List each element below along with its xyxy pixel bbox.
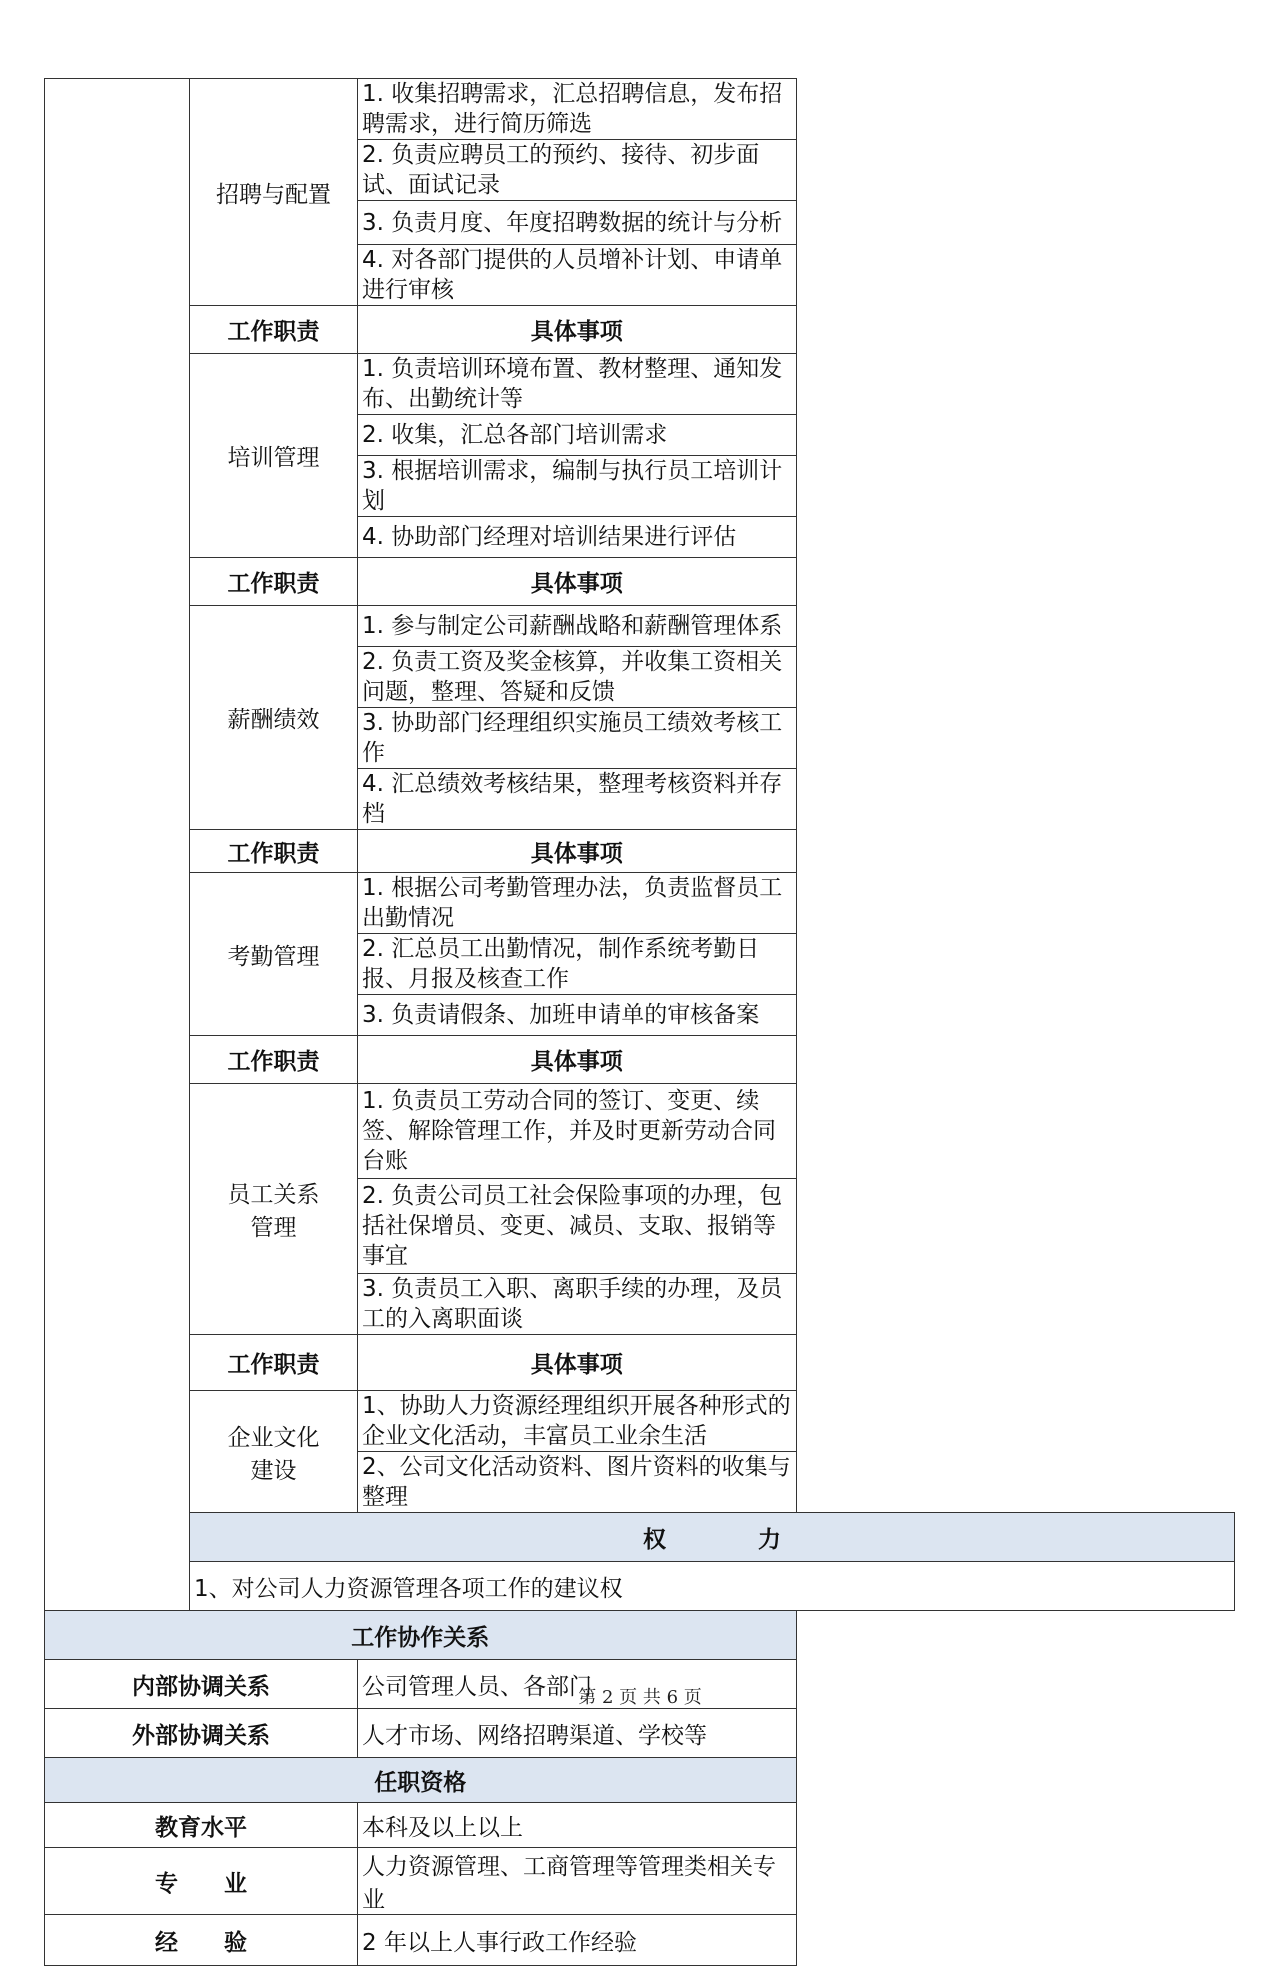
internal-relation-label: 内部协调关系	[45, 1660, 358, 1709]
power-section-title: 权 力	[190, 1513, 1235, 1562]
duty-item: 2. 汇总员工出勤情况，制作系统考勤日报、月报及核查工作	[358, 934, 797, 995]
duty-header: 工作职责	[190, 1036, 358, 1084]
external-relation-value: 人才市场、网络招聘渠道、学校等	[358, 1709, 797, 1758]
duty-recruitment: 招聘与配置	[190, 79, 358, 306]
relations-section-title: 工作协作关系	[45, 1611, 797, 1660]
duty-item: 4. 对各部门提供的人员增补计划、申请单进行审核	[358, 245, 797, 306]
duty-corporate-culture: 企业文化建设	[190, 1391, 358, 1513]
duty-item: 1. 收集招聘需求，汇总招聘信息，发布招聘需求，进行简历筛选	[358, 79, 797, 140]
duty-item: 1、协助人力资源经理组织开展各种形式的企业文化活动，丰富员工业余生活	[358, 1391, 797, 1452]
item-header: 具体事项	[358, 558, 797, 606]
duty-item: 4. 汇总绩效考核结果，整理考核资料并存档	[358, 769, 797, 830]
item-header: 具体事项	[358, 1036, 797, 1084]
major-label: 专 业	[45, 1848, 358, 1915]
duty-item: 4. 协助部门经理对培训结果进行评估	[358, 517, 797, 558]
power-item: 1、对公司人力资源管理各项工作的建议权	[190, 1562, 1235, 1611]
duty-item: 3. 协助部门经理组织实施员工绩效考核工作	[358, 708, 797, 769]
duty-header: 工作职责	[190, 306, 358, 354]
major-value: 人力资源管理、工商管理等管理类相关专业	[358, 1848, 797, 1915]
education-value: 本科及以上以上	[358, 1803, 797, 1848]
page-number: 第 2 页 共 6 页	[578, 1687, 702, 1708]
left-blank-cell	[45, 79, 190, 1611]
item-header: 具体事项	[358, 1335, 797, 1391]
duty-item: 2. 收集，汇总各部门培训需求	[358, 415, 797, 456]
duty-item: 3. 负责员工入职、离职手续的办理，及员工的入离职面谈	[358, 1274, 797, 1335]
duty-item: 3. 根据培训需求，编制与执行员工培训计划	[358, 456, 797, 517]
duty-training: 培训管理	[190, 354, 358, 558]
education-label: 教育水平	[45, 1803, 358, 1848]
experience-label: 经 验	[45, 1915, 358, 1966]
duty-compensation: 薪酬绩效	[190, 606, 358, 830]
duty-attendance: 考勤管理	[190, 873, 358, 1036]
duty-item: 2. 负责工资及奖金核算，并收集工资相关问题，整理、答疑和反馈	[358, 647, 797, 708]
duty-item: 2. 负责公司员工社会保险事项的办理，包括社保增员、变更、减员、支取、报销等事宜	[358, 1179, 797, 1274]
item-header: 具体事项	[358, 306, 797, 354]
internal-relation-value: 公司管理人员、各部门	[358, 1660, 797, 1709]
duty-employee-relations: 员工关系管理	[190, 1084, 358, 1335]
duty-item: 1. 负责员工劳动合同的签订、变更、续签、解除管理工作，并及时更新劳动合同台账	[358, 1084, 797, 1179]
duty-header: 工作职责	[190, 1335, 358, 1391]
duty-item: 1. 根据公司考勤管理办法，负责监督员工出勤情况	[358, 873, 797, 934]
duty-item: 2. 负责应聘员工的预约、接待、初步面试、面试记录	[358, 140, 797, 201]
item-header: 具体事项	[358, 830, 797, 873]
duty-item: 1. 负责培训环境布置、教材整理、通知发布、出勤统计等	[358, 354, 797, 415]
duty-header: 工作职责	[190, 558, 358, 606]
qualifications-section-title: 任职资格	[45, 1758, 797, 1803]
experience-value: 2 年以上人事行政工作经验	[358, 1915, 797, 1966]
external-relation-label: 外部协调关系	[45, 1709, 358, 1758]
duty-item: 3. 负责请假条、加班申请单的审核备案	[358, 995, 797, 1036]
duty-item: 3. 负责月度、年度招聘数据的统计与分析	[358, 201, 797, 245]
duty-header: 工作职责	[190, 830, 358, 873]
duty-item: 1. 参与制定公司薪酬战略和薪酬管理体系	[358, 606, 797, 647]
duty-item: 2、公司文化活动资料、图片资料的收集与整理	[358, 1452, 797, 1513]
